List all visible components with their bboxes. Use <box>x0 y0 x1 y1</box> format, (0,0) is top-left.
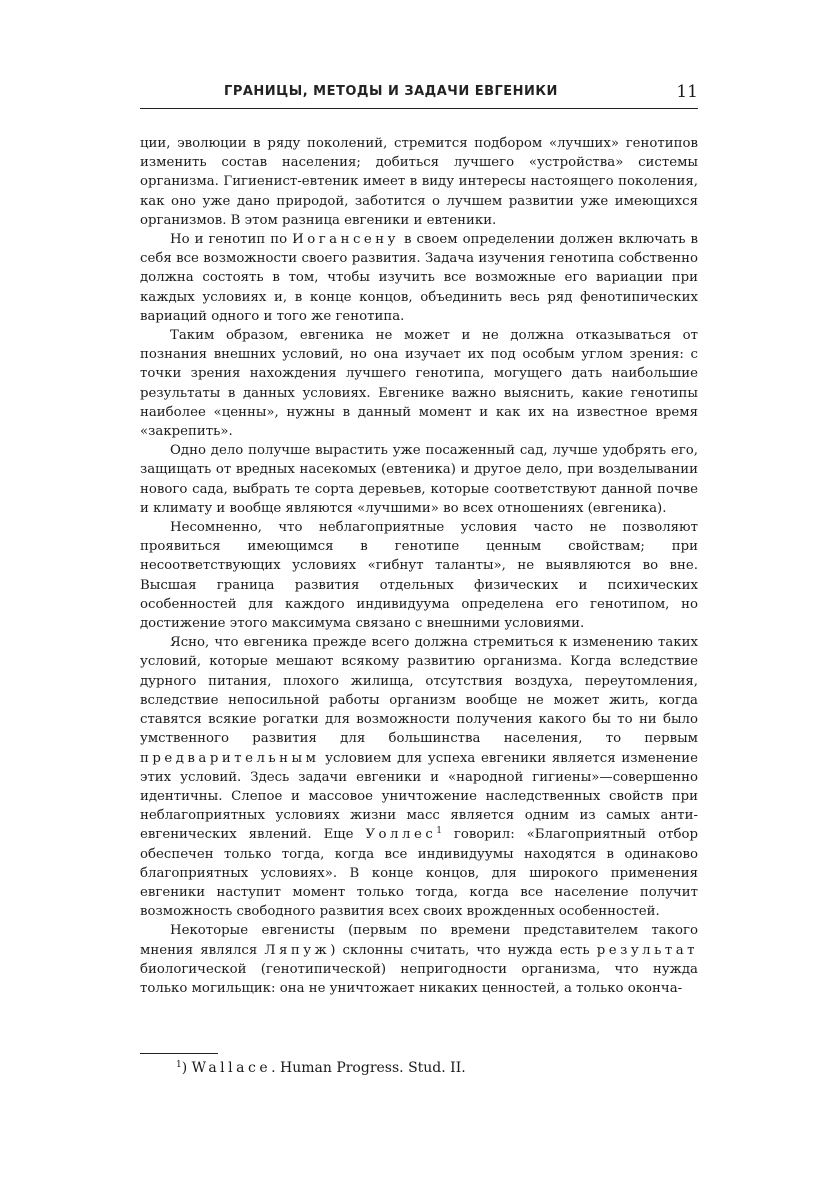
footnote <box>176 1058 466 1078</box>
running-header <box>140 82 698 109</box>
footnote-text: . Human Progress. Stud. II. <box>271 1060 466 1076</box>
paragraph <box>140 230 698 326</box>
paragraph <box>140 518 698 633</box>
text-run: ) склонны считать, что нужда есть <box>330 942 597 958</box>
spaced-text: результат <box>596 942 699 958</box>
spaced-text: Ляпуж <box>264 942 331 958</box>
spaced-text: Уоллес <box>365 827 437 843</box>
body-text <box>140 134 698 998</box>
text-run: Одно дело получше вырастить уже посаженный сад, лучше удобрять его, защищать от вредных насекомых (евтеника) и другое дело, при возделывании нового сада, выбрать те сорта деревьев, которые соответствуют данной почве и климату и вообще являются «лучшими» во всех отношениях (евгеника). <box>140 443 698 516</box>
running-title: ГРАНИЦЫ, МЕТОДЫ И ЗАДАЧИ ЕВГЕНИКИ <box>224 84 558 99</box>
footnote-marker-suffix: ) <box>181 1060 188 1076</box>
paragraph <box>140 921 698 998</box>
text-run: в своем определении должен включать в себя все возможности своего развития. Задача изучения генотипа собственно должна состоять в том, чтобы изучить все возможные его вариации при каждых условиях и, в конце концов, объединить весь ряд фенотипических вариаций одного и того же генотипа. <box>140 232 698 324</box>
footnote-author: Wallace <box>191 1060 272 1076</box>
footnote-rule <box>140 1053 218 1054</box>
text-run: говорил: «Благоприятный отбор обеспечен только тогда, когда все индивидуумы находятся в одинаково благоприятных условиях». В конце концов, для широкого применения евгеники наступит момент только тогда, когда все население получит возможность свободного развития всех своих врожденных особенностей. <box>140 827 698 920</box>
text-run: Ясно, что евгеника прежде всего должна стремиться к изменению таких условий, которые мешают всякому развитию организма. Когда вследствие дурного питания, плохого жилища, отсутствия воздуха, переутомления, вследствие непосильной работы организм вообще не может жить, когда ставятся всякие рогатки для возможности получения какого бы то ни было умственного развития для большинства населения, то первым <box>140 635 698 747</box>
paragraph <box>140 633 698 921</box>
paragraph <box>140 326 698 441</box>
page-number: 11 <box>676 82 698 102</box>
footnote-marker: 1 <box>176 1060 182 1070</box>
text-run: условием для успеха евгеники является изменение этих условий. Здесь задачи евгеники и «народной гигиены»—совершенно идентичны. Слепое и массовое уничтожение наследственных свойств при неблагоприятных условиях жизни масс является одним из самых анти-евгенических явлений. Еще <box>140 750 698 843</box>
footnote-ref: 1 <box>436 826 442 837</box>
text-run: ции, эволюции в ряду поколений, стремится подбором «лучших» генотипов изменить состав населения; добиться лучшего «устройства» системы организма. Гигиенист-евтеник имеет в виду интересы настоящего поколения, как оно уже дано природой, заботится о лучшем развитии уже имеющихся организмов. В этом разница евгеники и евтеники. <box>140 136 698 228</box>
text-run: Таким образом, евгеника не может и не должна отказываться от познания внешних условий, но она изучает их под особым углом зрения: с точки зрения нахождения лучшего генотипа, могущего дать наибольшие результаты в данных условиях. Евгенике важно выяснить, какие генотипы наиболее «ценны», нужны в данный момент и как их на известное время «закрепить». <box>140 328 698 440</box>
paragraph <box>140 441 698 518</box>
paragraph <box>140 134 698 230</box>
spaced-text: предварительным <box>140 750 320 766</box>
text-run: Некоторые евгенисты (первым по времени представителем такого мнения являлся <box>140 923 698 958</box>
text-run: Несомненно, что неблагоприятные условия часто не позволяют проявиться имеющимся в генотипе ценным свойствам; при несоответствующих условиях «гибнут таланты», не выявляются во вне. Высшая граница развития отдельных физических и психических особенностей для каждого индивидуума определена его генотипом, но достижение этого максимума связано с внешними условиями. <box>140 520 698 632</box>
spaced-text: Иогансену <box>292 232 399 248</box>
text-run: биологической (генотипической) непригодности организма, что нужда только могильщик: она не уничтожает никаких ценностей, а только оконча- <box>140 961 698 996</box>
text-run: Но и генотип по <box>170 232 293 248</box>
